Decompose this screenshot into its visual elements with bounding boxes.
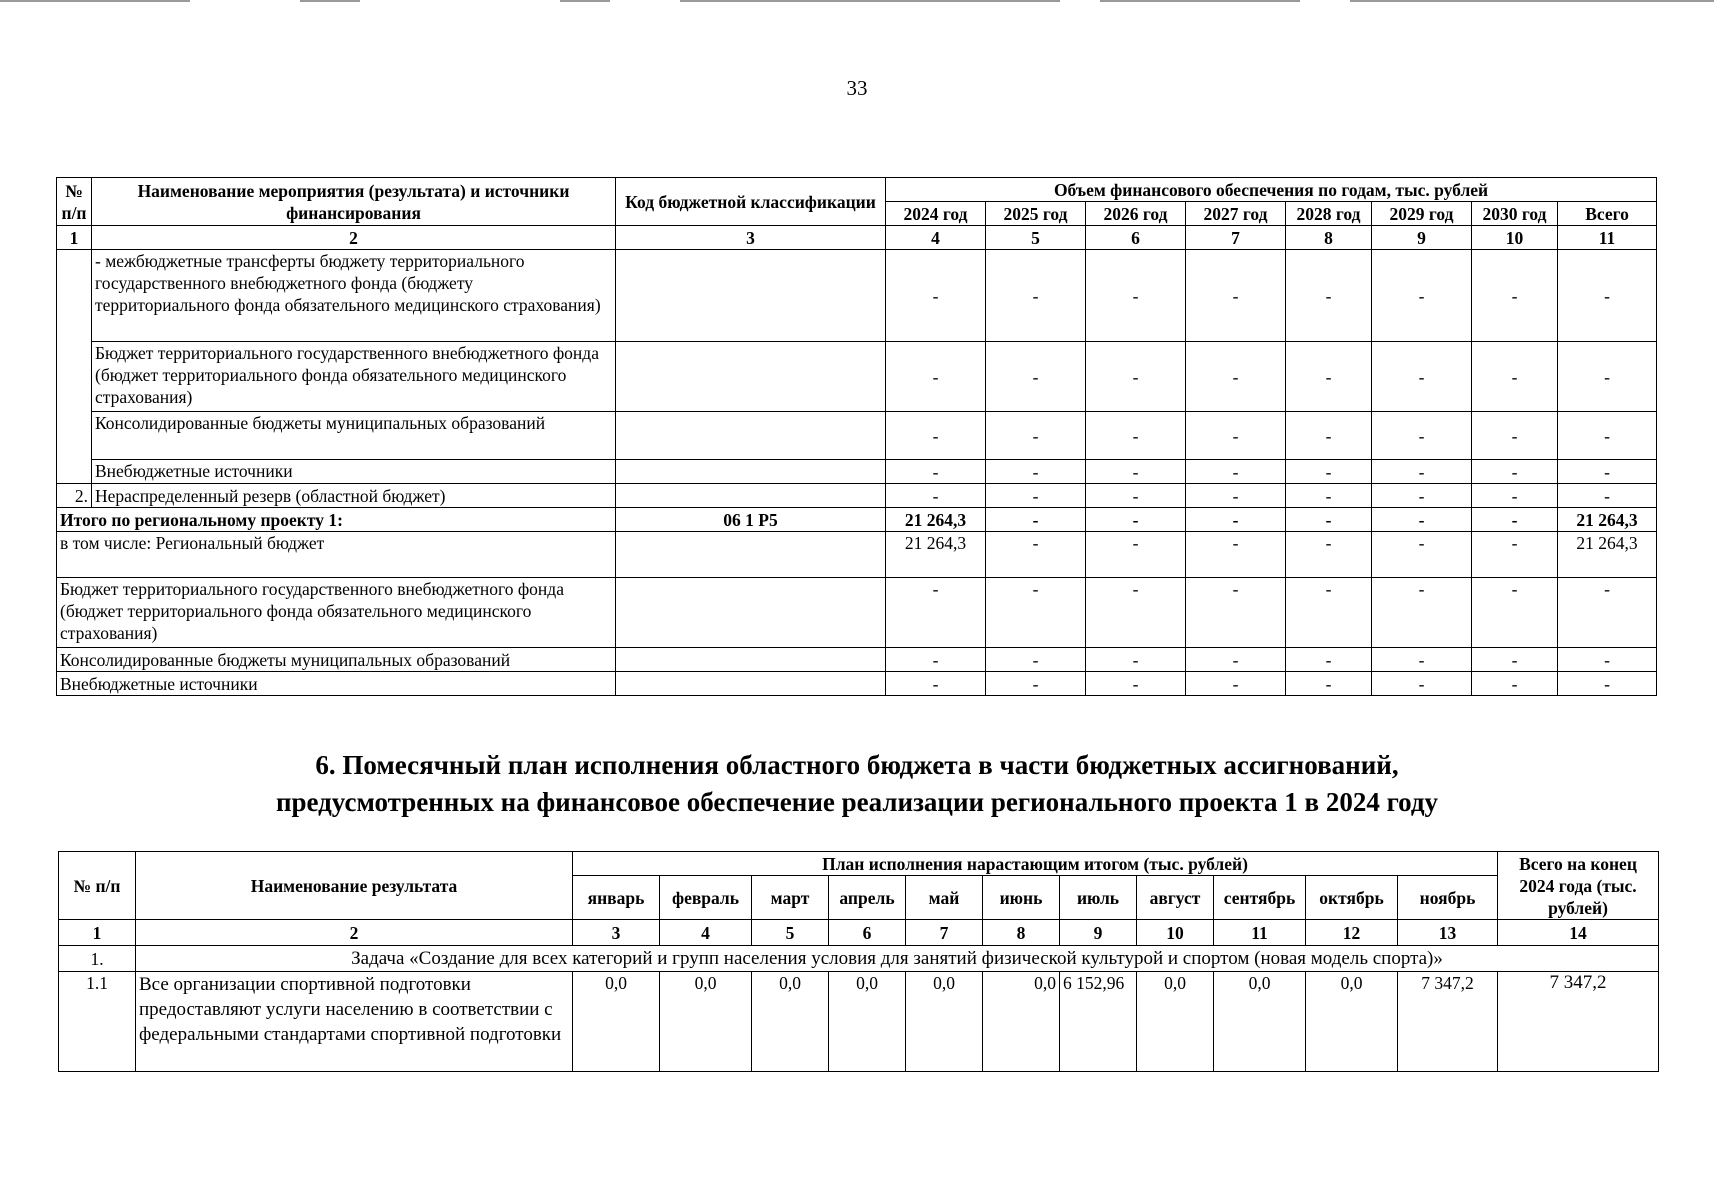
row-value: - [986, 460, 1086, 484]
row-name: Консолидированные бюджеты муниципальных образований [92, 412, 616, 460]
row-value: - [1086, 412, 1186, 460]
breakdown-value: - [886, 578, 986, 648]
total-value: 21 264,3 [886, 508, 986, 532]
row-value: - [1286, 250, 1372, 342]
row-value: - [1086, 342, 1186, 412]
breakdown-label: Внебюджетные источники [57, 672, 616, 696]
breakdown-value: - [1472, 532, 1558, 578]
breakdown-value: - [1286, 648, 1372, 672]
col-number: 4 [660, 920, 752, 946]
breakdown-value: - [1186, 532, 1286, 578]
row-value: - [1472, 460, 1558, 484]
total-value: - [986, 508, 1086, 532]
section-title [0, 747, 1714, 821]
col-number: 6 [1086, 226, 1186, 250]
col-header-month: август [1137, 876, 1214, 920]
total-breakdown-row [57, 672, 1657, 696]
row-code [616, 460, 886, 484]
total-value: - [1286, 508, 1372, 532]
row-value: - [1086, 460, 1186, 484]
col-header-year: 2030 год [1472, 202, 1558, 226]
row-value: - [1286, 412, 1372, 460]
total-code: 06 1 Р5 [616, 508, 886, 532]
col-number-row [59, 920, 1659, 946]
row-value: - [1472, 412, 1558, 460]
breakdown-value: - [1472, 648, 1558, 672]
row-value: - [986, 412, 1086, 460]
task-num: 1. [59, 946, 136, 972]
row-name: Все организации спортивной подготовки предоставляют услуги населению в соответствии с федеральными стандартами спортивной подготовки [136, 972, 573, 1072]
breakdown-value: - [1372, 672, 1472, 696]
breakdown-value: - [1558, 578, 1657, 648]
col-number: 5 [986, 226, 1086, 250]
total-value: - [1186, 508, 1286, 532]
row-value: - [1086, 250, 1186, 342]
breakdown-value: - [986, 578, 1086, 648]
breakdown-code [616, 578, 886, 648]
row-code [616, 484, 886, 508]
col-header-num: № п/п [57, 178, 92, 226]
row-value: - [1472, 342, 1558, 412]
breakdown-label: в том числе: Региональный бюджет [57, 532, 616, 578]
col-header-year: 2028 год [1286, 202, 1372, 226]
breakdown-value: - [1558, 672, 1657, 696]
col-number: 12 [1306, 920, 1398, 946]
table-row [57, 412, 1657, 460]
scan-edge-line [1100, 0, 1300, 2]
row-value: - [1372, 412, 1472, 460]
breakdown-code [616, 672, 886, 696]
col-header-month: март [752, 876, 829, 920]
col-number: 14 [1498, 920, 1659, 946]
row-value: 7 347,2 [1398, 972, 1498, 1072]
breakdown-value: - [986, 532, 1086, 578]
breakdown-value: - [1286, 672, 1372, 696]
row-num: 1.1 [59, 972, 136, 1072]
breakdown-value: - [886, 648, 986, 672]
task-text: Задача «Создание для всех категорий и групп населения условия для занятий физической культурой и спортом (новая модель спорта)» [136, 946, 1659, 972]
total-breakdown-row [57, 648, 1657, 672]
row-value: 0,0 [906, 972, 983, 1072]
col-header-year: 2026 год [1086, 202, 1186, 226]
row-value: 0,0 [573, 972, 660, 1072]
col-header-month: февраль [660, 876, 752, 920]
col-header-year: 2029 год [1372, 202, 1472, 226]
col-number: 8 [1286, 226, 1372, 250]
row-value: - [1186, 484, 1286, 508]
row-value: - [1558, 250, 1657, 342]
row-value: - [1186, 460, 1286, 484]
breakdown-value: - [986, 672, 1086, 696]
row-value: - [886, 250, 986, 342]
row-value: - [1186, 250, 1286, 342]
total-row [57, 508, 1657, 532]
breakdown-value: 21 264,3 [886, 532, 986, 578]
monthly-plan-table [58, 851, 1659, 1072]
breakdown-value: - [1372, 648, 1472, 672]
col-number: 1 [59, 920, 136, 946]
section-title-line: 6. Помесячный план исполнения областного бюджета в части бюджетных ассигнований, [315, 750, 1399, 780]
col-header-code: Код бюджетной классификации [616, 178, 886, 226]
row-total: 7 347,2 [1498, 972, 1659, 1072]
breakdown-value: - [1186, 648, 1286, 672]
row-value: - [1472, 484, 1558, 508]
col-number-row [57, 226, 1657, 250]
col-header-total: Всего на конец 2024 года (тыс. рублей) [1498, 852, 1659, 920]
scan-edge-line [1350, 0, 1714, 2]
table-row [57, 342, 1657, 412]
row-code [616, 412, 886, 460]
row-code [616, 342, 886, 412]
row-name: Бюджет территориального государственного внебюджетного фонда (бюджет территориального фонда обязательного медицинского страхования) [92, 342, 616, 412]
total-breakdown-row [57, 532, 1657, 578]
scan-edge-line [560, 0, 610, 2]
row-value: 0,0 [829, 972, 906, 1072]
breakdown-value: - [1086, 578, 1186, 648]
row-value: - [1086, 484, 1186, 508]
col-number: 9 [1372, 226, 1472, 250]
breakdown-value: - [1286, 532, 1372, 578]
row-value: - [1286, 460, 1372, 484]
row-value: 6 152,96 [1060, 972, 1137, 1072]
col-number: 4 [886, 226, 986, 250]
page-number: 33 [846, 76, 868, 100]
row-value: - [1558, 342, 1657, 412]
row-value: 0,0 [752, 972, 829, 1072]
row-value: - [886, 342, 986, 412]
col-number: 2 [136, 920, 573, 946]
financing-table [56, 177, 1657, 696]
breakdown-code [616, 532, 886, 578]
breakdown-value: - [1286, 578, 1372, 648]
table-row [57, 484, 1657, 508]
scan-edge-line [300, 0, 360, 2]
col-header-month: июль [1060, 876, 1137, 920]
row-num: 2. [57, 484, 92, 508]
row-value: - [1472, 250, 1558, 342]
table-row [57, 250, 1657, 342]
col-header-name: Наименование результата [136, 852, 573, 920]
col-number: 1 [57, 226, 92, 250]
col-number: 7 [906, 920, 983, 946]
col-number: 8 [983, 920, 1060, 946]
col-header-total: Всего [1558, 202, 1657, 226]
row-value: - [1558, 460, 1657, 484]
breakdown-value: - [1472, 672, 1558, 696]
row-value: - [1286, 484, 1372, 508]
row-value: - [986, 484, 1086, 508]
breakdown-value: 21 264,3 [1558, 532, 1657, 578]
col-header-name: Наименование мероприятия (результата) и источники финансирования [92, 178, 616, 226]
col-header-year: 2024 год [886, 202, 986, 226]
col-number: 2 [92, 226, 616, 250]
col-number: 11 [1558, 226, 1657, 250]
col-header-month: январь [573, 876, 660, 920]
col-number: 6 [829, 920, 906, 946]
row-value: - [1372, 484, 1472, 508]
scan-edge-line [0, 0, 190, 2]
row-value: - [1186, 412, 1286, 460]
total-value: 21 264,3 [1558, 508, 1657, 532]
col-number: 9 [1060, 920, 1137, 946]
total-value: - [1086, 508, 1186, 532]
breakdown-value: - [986, 648, 1086, 672]
breakdown-value: - [1372, 578, 1472, 648]
col-header-month: октябрь [1306, 876, 1398, 920]
row-value: 0,0 [1306, 972, 1398, 1072]
breakdown-value: - [1086, 672, 1186, 696]
row-value: - [1286, 342, 1372, 412]
row-value: - [886, 484, 986, 508]
row-name: - межбюджетные трансферты бюджету территориального государственного внебюджетного фонда (бюджету территориального фонда обязательного медицинского страхования) [92, 250, 616, 342]
row-value: - [1558, 412, 1657, 460]
col-header-month: ноябрь [1398, 876, 1498, 920]
row-value: - [1372, 342, 1472, 412]
row-value: - [1558, 484, 1657, 508]
section-title-line: предусмотренных на финансовое обеспечение реализации регионального проекта 1 в 2024 году [275, 787, 1439, 817]
col-header-year: 2027 год [1186, 202, 1286, 226]
breakdown-value: - [1186, 578, 1286, 648]
scan-edge-line [680, 0, 1060, 2]
row-name: Нераспределенный резерв (областной бюджет) [92, 484, 616, 508]
row-value: - [986, 250, 1086, 342]
col-number: 5 [752, 920, 829, 946]
col-header-month: апрель [829, 876, 906, 920]
row-value: - [886, 412, 986, 460]
breakdown-value: - [1472, 578, 1558, 648]
col-number: 7 [1186, 226, 1286, 250]
row-value: 0,0 [983, 972, 1060, 1072]
total-value: - [1472, 508, 1558, 532]
col-header-volume-group: Объем финансового обеспечения по годам, тыс. рублей [886, 178, 1657, 202]
col-header-plan-group: План исполнения нарастающим итогом (тыс. рублей) [573, 852, 1498, 876]
row-value: - [886, 460, 986, 484]
total-label: Итого по региональному проекту 1: [57, 508, 616, 532]
col-header-year: 2025 год [986, 202, 1086, 226]
row-value: - [986, 342, 1086, 412]
breakdown-value: - [1186, 672, 1286, 696]
table-row [59, 972, 1659, 1072]
col-number: 10 [1472, 226, 1558, 250]
task-row [59, 946, 1659, 972]
breakdown-value: - [1086, 532, 1186, 578]
col-header-month: сентябрь [1214, 876, 1306, 920]
row-name: Внебюджетные источники [92, 460, 616, 484]
breakdown-value: - [886, 672, 986, 696]
breakdown-label: Бюджет территориального государственного внебюджетного фонда (бюджет территориального фонда обязательного медицинского страхования) [57, 578, 616, 648]
col-header-num: № п/п [59, 852, 136, 920]
row-value: - [1186, 342, 1286, 412]
col-header-month: май [906, 876, 983, 920]
total-value: - [1372, 508, 1472, 532]
col-number: 11 [1214, 920, 1306, 946]
row-value: - [1372, 250, 1472, 342]
breakdown-value: - [1372, 532, 1472, 578]
total-breakdown-row [57, 578, 1657, 648]
col-number: 10 [1137, 920, 1214, 946]
breakdown-label: Консолидированные бюджеты муниципальных образований [57, 648, 616, 672]
col-number: 3 [616, 226, 886, 250]
breakdown-code [616, 648, 886, 672]
table-row [57, 460, 1657, 484]
col-header-month: июнь [983, 876, 1060, 920]
row-code [616, 250, 886, 342]
breakdown-value: - [1558, 648, 1657, 672]
col-number: 13 [1398, 920, 1498, 946]
row-value: 0,0 [660, 972, 752, 1072]
row-value: 0,0 [1137, 972, 1214, 1072]
col-number: 3 [573, 920, 660, 946]
row-value: 0,0 [1214, 972, 1306, 1072]
row-value: - [1372, 460, 1472, 484]
breakdown-value: - [1086, 648, 1186, 672]
row-num [57, 250, 92, 484]
